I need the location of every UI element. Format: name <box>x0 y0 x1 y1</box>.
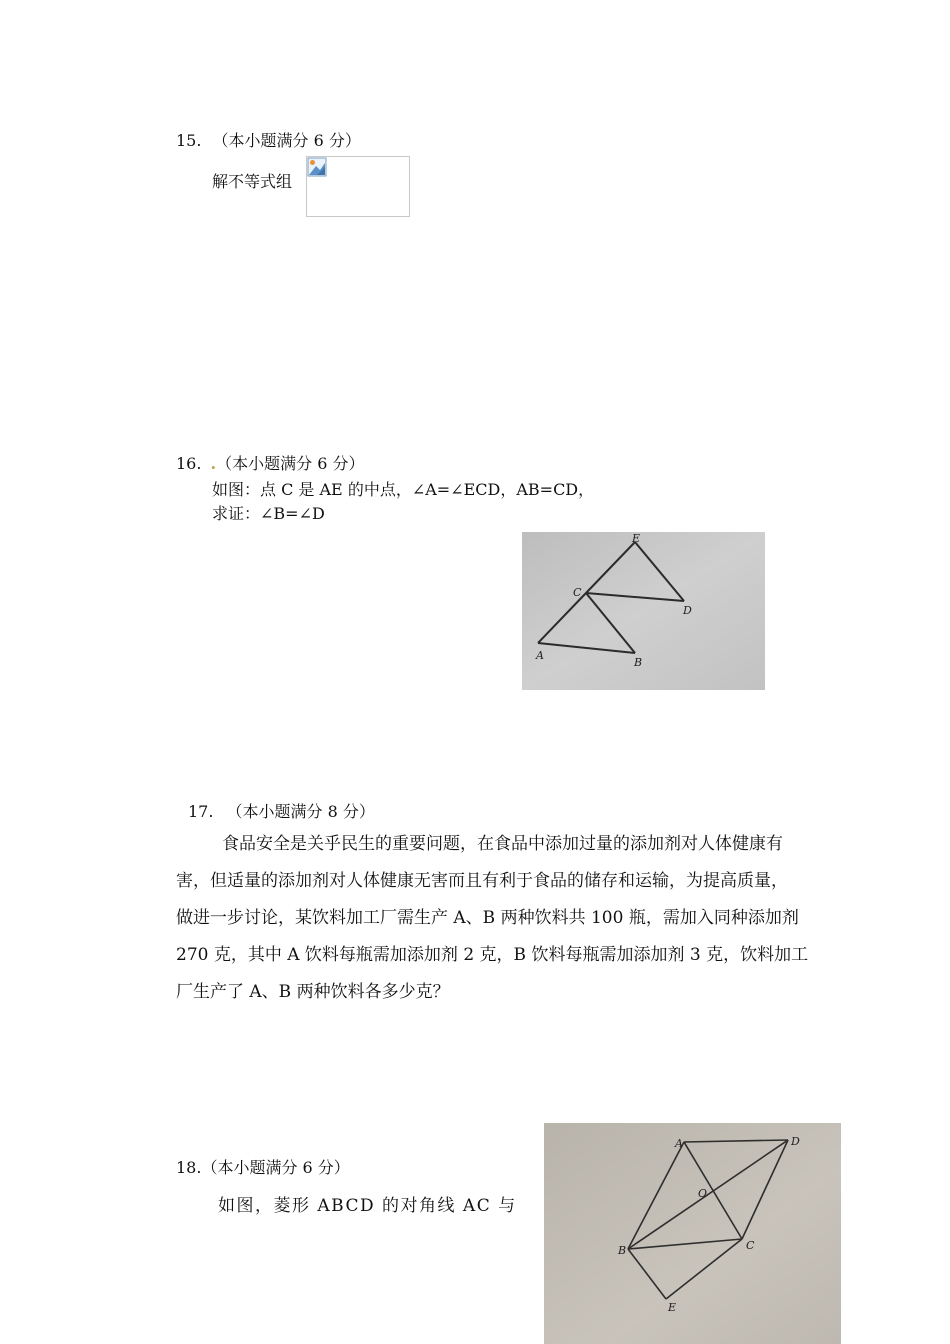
q18-number: 18. <box>176 1158 202 1177</box>
q16-label-b: B <box>634 656 643 669</box>
q17-line2: 害，但适量的添加剂对人体健康无害而且有利于食品的储存和运输，为提高质量， <box>176 871 788 891</box>
q16-heading <box>176 451 364 474</box>
q16-number: 16. <box>176 454 202 473</box>
q17-score: （本小题满分 8 分） <box>226 802 375 821</box>
q18-label-c: C <box>746 1239 755 1252</box>
q17-number: 17. <box>188 802 214 821</box>
q16-label-e: E <box>632 532 641 545</box>
q18-label-e: E <box>668 1301 677 1314</box>
q18-line1: 如图，菱形 ABCD 的对角线 AC 与 <box>218 1196 517 1216</box>
q18-label-a: A <box>675 1137 683 1150</box>
q16-label-d: D <box>683 604 692 617</box>
q16-score: （本小题满分 6 分） <box>216 454 365 473</box>
q18-heading <box>176 1155 350 1178</box>
q16-label-c: C <box>573 586 582 599</box>
broken-image-icon <box>307 157 327 177</box>
q16-triangle-figure <box>522 532 765 690</box>
q17-line3: 做进一步讨论，某饮料加工厂需生产 A、B 两种饮料共 100 瓶，需加入同种添加剂 <box>176 908 799 928</box>
q15-prompt: 解不等式组 <box>212 172 293 191</box>
q17-line4: 270 克，其中 A 饮料每瓶需加添加剂 2 克，B 饮料每瓶需加添加剂 3 克，饮料加工 <box>176 945 809 965</box>
q17-heading <box>188 799 375 822</box>
q18-label-b: B <box>618 1244 627 1257</box>
q15-score: （本小题满分 6 分） <box>212 131 361 150</box>
q18-score: （本小题满分 6 分） <box>201 1158 350 1177</box>
q16-dot: . <box>210 454 217 473</box>
q15-number: 15. <box>176 131 202 150</box>
q16-line1: 如图：点 C 是 AE 的中点，∠A=∠ECD，AB=CD， <box>212 480 595 499</box>
q16-label-a: A <box>536 649 544 662</box>
q17-line1: 食品安全是关乎民生的重要问题，在食品中添加过量的添加剂对人体健康有 <box>222 834 783 854</box>
q15-heading <box>176 128 361 151</box>
q17-line5: 厂生产了 A、B 两种饮料各多少克？ <box>176 982 450 1002</box>
q18-label-o: O <box>698 1187 708 1200</box>
q18-label-d: D <box>791 1135 800 1148</box>
q16-line2: 求证：∠B=∠D <box>212 504 325 523</box>
q18-rhombus-figure <box>544 1123 841 1344</box>
broken-image-placeholder <box>306 156 410 217</box>
